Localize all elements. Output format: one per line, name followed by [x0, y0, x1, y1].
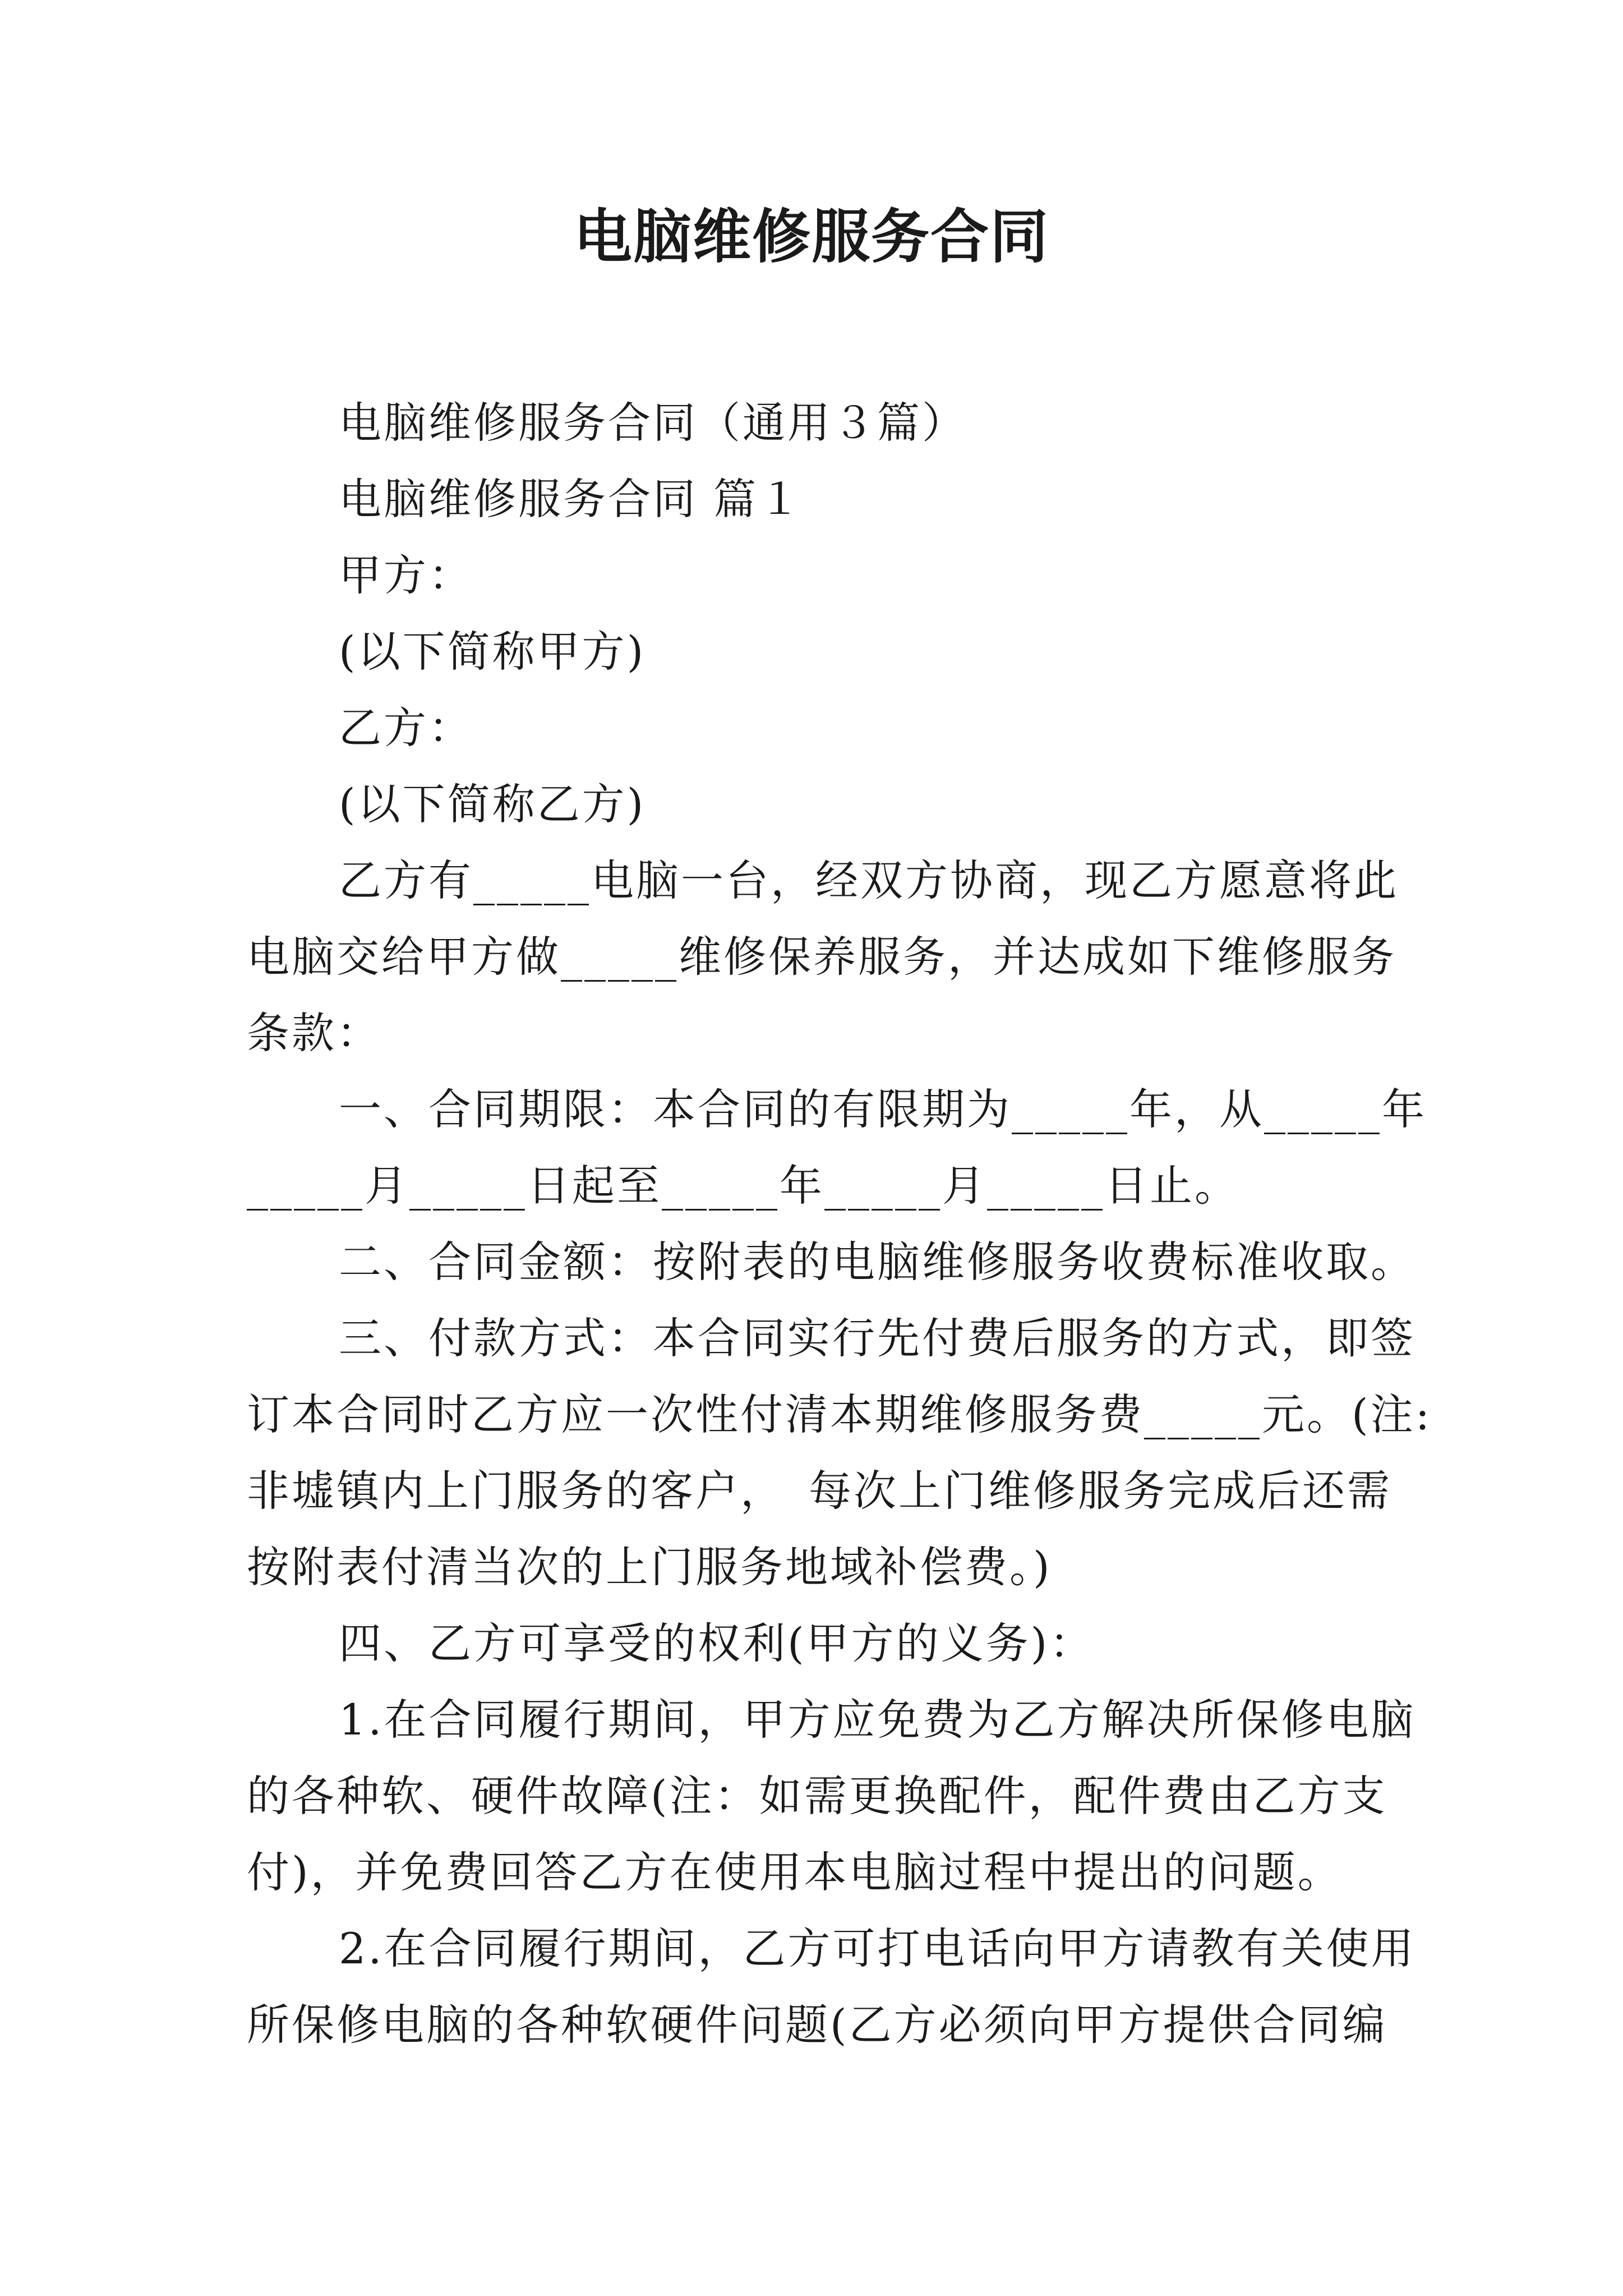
text-line: 一、合同期限：本合同的有限期为_____年，从_____年: [339, 1084, 1427, 1134]
text-line: 电脑交给甲方做_____维修保养服务，并达成如下维修服务: [247, 932, 1396, 982]
text-line: (以下简称甲方): [339, 627, 646, 677]
text-line: 三、付款方式：本合同实行先付费后服务的方式，即签: [339, 1313, 1415, 1363]
document-body: [247, 385, 1432, 2063]
text-line: 电脑维修服务合同（通用３篇）: [339, 398, 967, 448]
text-line: 1.在合同履行期间，甲方应免费为乙方解决所保修电脑: [339, 1695, 1416, 1745]
text-line: 按附表付清当次的上门服务地域补偿费。): [247, 1542, 1052, 1592]
text-line: 四、乙方可享受的权利(甲方的义务)：: [339, 1618, 1095, 1668]
text-line: 二、合同金额：按附表的电脑维修服务收费标准收取。: [339, 1237, 1415, 1287]
text-line: 乙方有_____电脑一台，经双方协商，现乙方愿意将此: [339, 855, 1399, 905]
text-line: 付)，并免费回答乙方在使用本电脑过程中提出的问题。: [247, 1847, 1343, 1897]
text-line: _____月_____日起至_____年_____月_____日止。: [247, 1161, 1239, 1211]
text-line: 非墟镇内上门服务的客户， 每次上门维修服务完成后还需: [247, 1466, 1392, 1516]
text-line: (以下简称乙方): [339, 779, 646, 829]
text-line: 甲方：: [339, 550, 473, 600]
text-line: 乙方：: [339, 703, 473, 753]
text-line: 电脑维修服务合同 篇１: [339, 474, 804, 524]
text-line: 的各种软、硬件故障(注：如需更换配件，配件费由乙方支: [247, 1771, 1387, 1821]
document-title: 电脑维修服务合同: [573, 202, 1049, 271]
text-line: 2.在合同履行期间，乙方可打电话向甲方请教有关使用: [339, 1924, 1416, 1973]
text-line: 订本合同时乙方应一次性付清本期维修服务费_____元。(注:: [247, 1389, 1432, 1439]
text-line: 条款：: [247, 1008, 381, 1058]
text-line: 所保修电脑的各种软硬件问题(乙方必须向甲方提供合同编: [247, 2000, 1387, 2050]
